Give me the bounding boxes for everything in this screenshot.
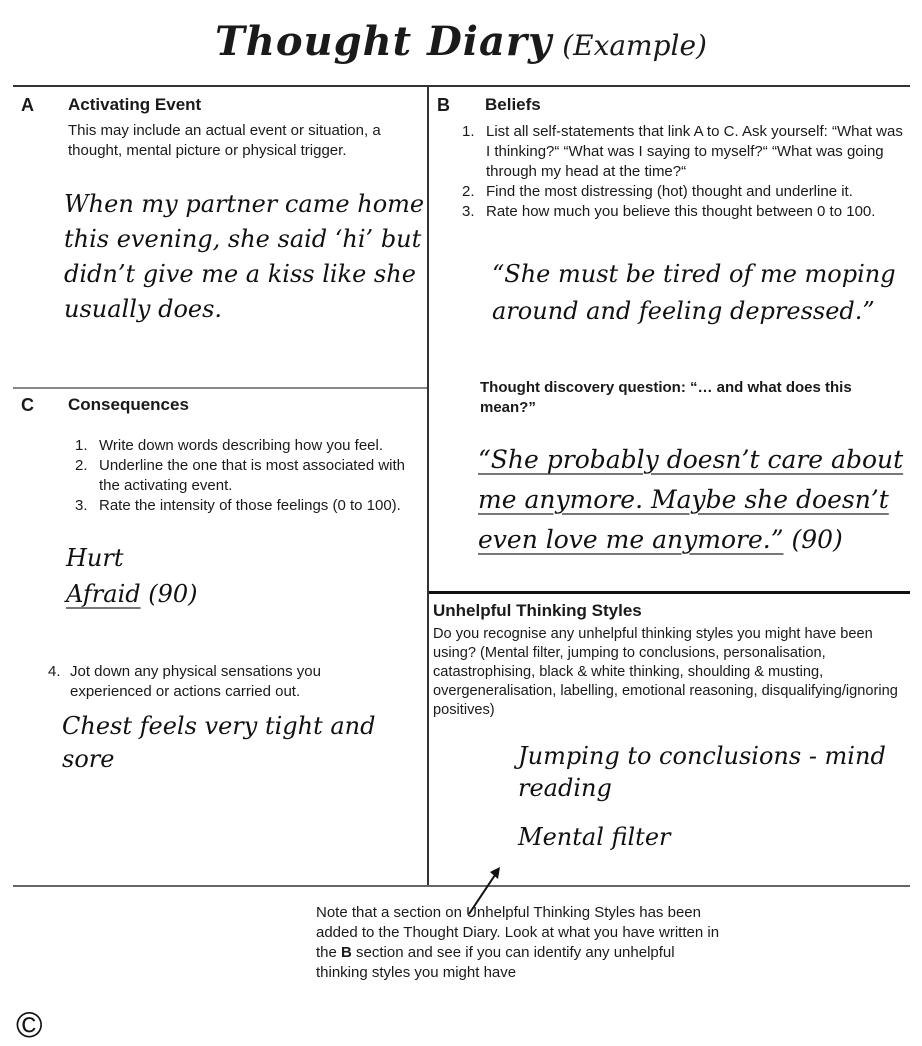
feelings-entries — [66, 540, 427, 612]
section-b-letter: B — [437, 95, 450, 115]
hot-thought-text: “She probably doesn’t care about me anymore. Maybe she doesn’t even love me anymore.” — [478, 444, 904, 554]
section-unhelpful-thinking-styles — [427, 594, 910, 885]
section-beliefs — [427, 85, 910, 591]
section-activating-event — [13, 85, 427, 387]
thought-discovery-question: Thought discovery question: “… and what does this mean?” — [480, 379, 852, 416]
page-title — [0, 18, 922, 65]
beliefs-instruction-2: Find the most distressing (hot) thought and underline it. — [486, 182, 853, 200]
consequences-instruction-1: Write down words describing how you feel. — [99, 437, 384, 454]
feeling-entry-1: Hurt — [66, 543, 124, 572]
unhelpful-entry-2: Mental filter — [518, 822, 671, 851]
physical-sensations-entry: Chest feels very tight and sore — [62, 711, 376, 774]
beliefs-instruction-1: List all self-statements that link A to C. Ask yourself: “What was I thinking?“ “What was I saying to myself?“ “What was going through my head at the time?“ — [486, 123, 903, 180]
unhelpful-entry-1: Jumping to conclusions - mind reading — [518, 741, 886, 803]
feeling-entry-2-text: Afraid — [66, 579, 141, 608]
section-c-letter: C — [21, 395, 34, 415]
footnote — [316, 903, 728, 983]
section-c-heading: Consequences — [68, 395, 189, 414]
unhelpful-heading: Unhelpful Thinking Styles — [433, 601, 642, 620]
consequences-instruction-4 — [48, 662, 393, 702]
footnote-text-before: Note that a section on Unhelpful Thinking Styles has been added to the Thought Diary. Look at what you have written in the — [316, 904, 720, 962]
consequences-instruction-2: Underline the one that is most associated with the activating event. — [99, 456, 405, 494]
page-title-suffix: (Example) — [562, 29, 707, 62]
section-a-heading: Activating Event — [68, 95, 202, 114]
beliefs-instruction-3: Rate how much you believe this thought between 0 to 100. — [486, 202, 876, 220]
page-title-main: Thought Diary — [215, 18, 553, 65]
consequences-instruction-4-text: Jot down any physical sensations you experienced or actions carried out. — [70, 662, 321, 700]
beliefs-instructions — [462, 122, 907, 222]
consequences-instruction-3: Rate the intensity of those feelings (0 to 100). — [99, 496, 401, 514]
section-a-letter: A — [21, 95, 34, 115]
hot-thought-rating: (90) — [791, 524, 843, 554]
footnote-text-after: section and see if you can identify any unhelpful thinking styles you might have — [316, 944, 675, 982]
section-b-heading: Beliefs — [485, 95, 541, 114]
unhelpful-description: Do you recognise any unhelpful thinking styles you might have been using? (Mental filter, jumping to conclusions, personalisation, catastrophising, black & white thinking, shoulding & musting, overgeneralisation, labelling, emotional reasoning, disqualifying/ignoring positives) — [433, 626, 898, 718]
section-b-header — [427, 85, 910, 116]
feeling-entry-2-rating: (90) — [148, 579, 198, 608]
activating-event-entry: When my partner came home this evening, she said ‘hi’ but didn’t give me a kiss like she usually does. — [64, 189, 425, 323]
section-a-header — [13, 85, 427, 116]
copyright-icon: © — [16, 1004, 43, 1045]
feeling-entry-2 — [66, 576, 427, 612]
section-c-header — [13, 387, 427, 416]
consequences-instruction-4-number: 4. — [48, 662, 61, 680]
hot-thought-entry — [478, 440, 912, 560]
section-consequences — [13, 387, 427, 885]
section-a-description: This may include an actual event or situation, a thought, mental picture or physical trigger. — [68, 122, 381, 159]
footnote-bold-b: B — [341, 944, 352, 962]
beliefs-entry: “She must be tired of me moping around and feeling depressed.” — [492, 259, 896, 325]
consequences-instructions — [75, 436, 423, 516]
